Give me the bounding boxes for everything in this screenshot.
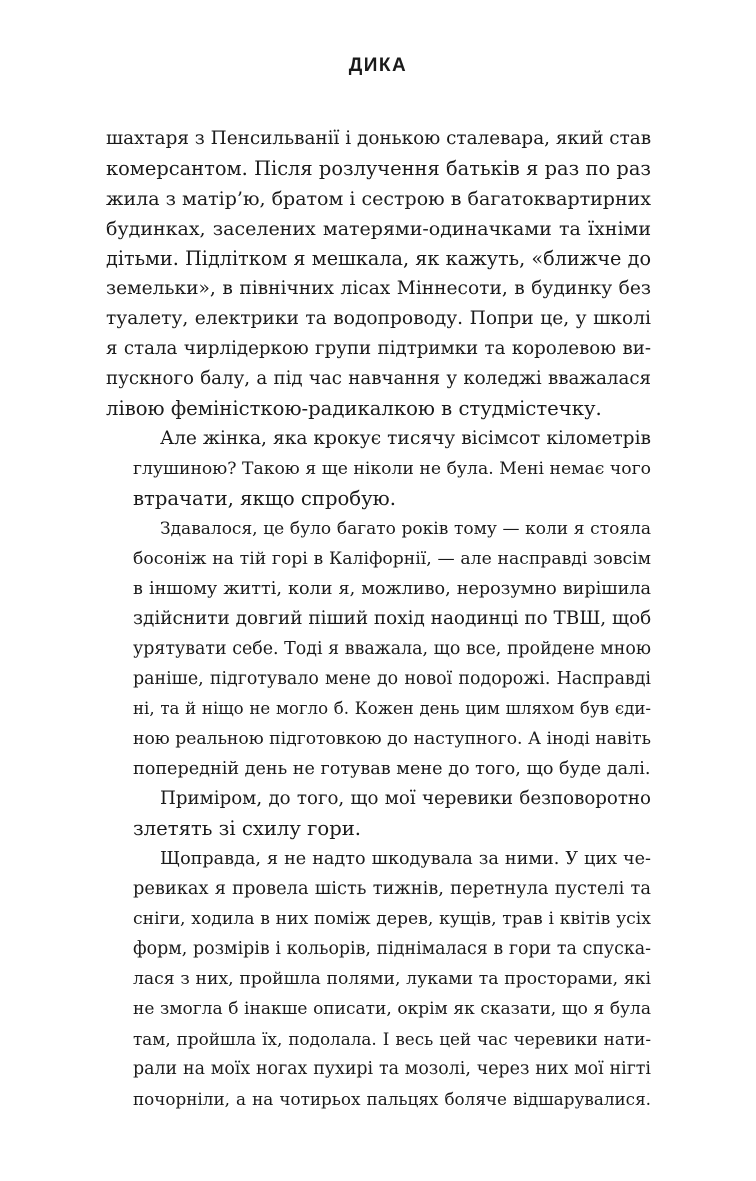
text-line: злетять зі схилу гори. <box>133 817 362 840</box>
text-line: Здавалося, це було багато років тому — коли я стояла <box>160 519 651 539</box>
text-line: там, пройшла їх, подолала. І весь цей час черевики нати- <box>133 1029 651 1049</box>
text-line: комерсантом. Після розлучення батьків я раз по раз <box>106 157 651 180</box>
text-body <box>106 124 651 1114</box>
text-line: Приміром, до того, що мої черевики безповоротно <box>160 788 651 809</box>
text-line: земельки», в північних лісах Міннесоти, в будинку без <box>106 278 651 299</box>
text-line: дітьми. Підлітком я мешкала, як кажуть, «ближче до <box>106 247 651 270</box>
text-line: попередній день не готував мене до того, що буде далі. <box>133 759 651 779</box>
text-line: шахтаря з Пенсильванії і донькою сталевара, який став <box>106 128 652 149</box>
text-line: сніги, ходила в них поміж дерев, кущів, трав і квітів усіх <box>133 909 651 929</box>
text-line: рали на моїх ногах пухирі та мозолі, через них мої нігті <box>133 1059 651 1079</box>
text-line: Але жінка, яка крокує тисячу вісімсот кілометрів <box>160 428 651 449</box>
text-line: в іншому житті, коли я, можливо, нерозумно вирішила <box>133 579 651 599</box>
text-line: босоніж на тій горі в Каліфорнії, — але насправді зовсім <box>133 549 651 569</box>
text-line: лівою феміністкою-радикалкою в студмістечку. <box>106 397 602 420</box>
running-header: ДИКА <box>348 55 408 76</box>
paragraph-4 <box>106 784 651 844</box>
text-line: форм, розмірів і кольорів, піднімалася в гори та спуска- <box>133 939 651 959</box>
text-line: туалету, електрики та водопроводу. Попри це, у школі <box>106 308 651 329</box>
text-line: втрачати, якщо спробую. <box>133 487 396 510</box>
text-line: ною реальною підготовкою до наступного. А іноді навіть <box>133 729 652 749</box>
paragraph-5 <box>106 844 651 1114</box>
text-line: урятувати себе. Тоді я вважала, що все, пройдене мною <box>133 639 651 659</box>
text-line: я стала чирлідеркою групи підтримки та королевою ви- <box>106 338 651 359</box>
paragraph-1 <box>106 124 651 424</box>
text-line: ревиках я провела шість тижнів, перетнула пустелі та <box>133 878 651 899</box>
text-line: пускного балу, а під час навчання у коледжі вважалася <box>106 368 651 389</box>
text-line: почорніли, а на чотирьох пальцях боляче відшарувалися. <box>133 1089 651 1109</box>
text-line: Щоправда, я не надто шкодувала за ними. У цих че- <box>160 849 651 869</box>
text-line: здійснити довгий піший похід наодинці по ТВШ, щоб <box>133 608 652 629</box>
text-line: не змогла б інакше описати, окрім як сказати, що я була <box>133 999 651 1019</box>
text-line: раніше, підготувало мене до нової подорожі. Насправді <box>133 669 651 689</box>
text-line: глушиною? Такою я ще ніколи не була. Мені немає чого <box>133 459 651 479</box>
text-line: будинках, заселених матерями-одиначками та їхніми <box>106 218 651 240</box>
paragraph-2 <box>106 424 651 514</box>
text-line: жила з матір’ю, братом і сестрою в багатоквартирних <box>106 188 651 210</box>
paragraph-3 <box>106 514 651 784</box>
text-line: лася з них, пройшла полями, луками та просторами, які <box>133 969 651 989</box>
text-line: ні, та й ніщо не могло б. Кожен день цим шляхом був єди- <box>133 699 651 718</box>
